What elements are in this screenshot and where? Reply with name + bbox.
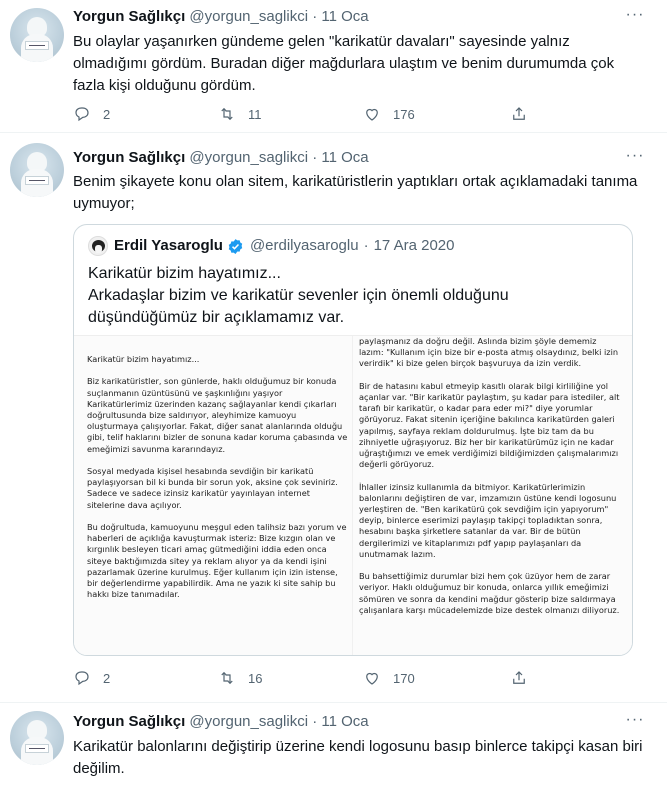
share-icon: [510, 669, 528, 687]
retweet-count: 16: [248, 670, 263, 686]
tweet-header: [73, 711, 369, 733]
tweet-text: Karikatür balonlarını değiştirip üzerine kendi logosunu basıp binlerce takipçi kasan biri değilim.: [73, 738, 643, 777]
like-icon: [363, 669, 381, 687]
author-handle[interactable]: @yorgun_saglikci: [189, 713, 309, 730]
statement-column-right: paylaşmanız da doğru değil. Aslında bizim şöyle dememiz lazım: "Kullanım için bize bir e-posta atmış olsaydınız, belki izin verirdik" ki bize gelen birçok başvuruya da izin verdik. Bir de hatasını kabul etmeyip kasıtlı olarak bilgi kirliliğine yol açanlar var. "Bir karikatür paylaştım, şu kadar para istediler, alt tarafı bir karikatür, o kadar para eder mi?" diye yorumlar görüyoruz. Fakat sitenin içeriğine bakılınca karikatürden galeri yapılmış, sayfaya reklam doldurulmuş. İşte biz tam da bu zihniyetle uğraşıyoruz. Biz her bir karikatürümüz için ne kadar uğraştığımızı ve emek verdiğimizi bildiğimizden çalışmalarımızı değerli görüyoruz. İhlaller izinsiz kullanımla da bitmiyor. Karikatürlerimizin balonlarını değiştiren de var, imzamızın üstüne kendi logosunu yerleştiren de. "Ben karikatürü çok sevdiğim için yapıyorum" deyip, binlerce eserimizi paylaşıp takipçi topladıktan sonra, hesabını başka şirketlere satanlar da var. Bir de bütün dergilerimizi ve kitaplarımızı pdf yapıp paylaşanları da unutmamak lazım. Bu bahsettiğimiz durumlar bizi hem çok üzüyor hem de zarar veriyor. Haklı olduğumuz bir konuda, onlarca yıllık emeğimizi sömüren ve sonra da kendini mağdur gösterip bize saldırmaya çalışanlara karşı mücadelemizde bize destek olmanızı diliyoruz.: [359, 336, 620, 615]
share-icon: [510, 105, 528, 123]
quoted-avatar: [88, 236, 108, 256]
author-name[interactable]: Yorgun Sağlıkçı: [73, 8, 186, 25]
share-button[interactable]: [510, 104, 528, 124]
column-divider: [352, 336, 353, 655]
tweet[interactable]: [0, 133, 667, 703]
reply-count: 2: [103, 106, 111, 122]
author-handle[interactable]: @yorgun_saglikci: [189, 149, 309, 166]
reply-button[interactable]: [73, 668, 110, 688]
avatar[interactable]: [10, 8, 64, 62]
retweet-button[interactable]: [218, 104, 262, 124]
author-handle[interactable]: @yorgun_saglikci: [189, 8, 309, 25]
tweet[interactable]: [0, 703, 667, 794]
like-count: 176: [393, 106, 415, 122]
more-icon[interactable]: ···: [625, 6, 645, 23]
tweet-date[interactable]: 11 Oca: [321, 8, 369, 25]
separator: ·: [312, 713, 318, 730]
like-button[interactable]: [363, 104, 415, 124]
reply-icon: [73, 105, 91, 123]
like-button[interactable]: [363, 668, 415, 688]
quoted-tweet-text: Karikatür bizim hayatımız... Arkadaşlar bizim ve karikatür sevenler için önemli olduğunu düşündüğümüz bir açıklamamız var.: [88, 265, 509, 326]
reply-count: 2: [103, 670, 111, 686]
tweet-text: Bu olaylar yaşanırken gündeme gelen "karikatür davaları" sayesinde yalnız olmadığımı gördüm. Buradan diğer mağdurlara ulaştım ve benim durumumda çok fazla kişi olduğunu gördüm.: [73, 33, 615, 94]
more-icon[interactable]: ···: [625, 711, 645, 728]
tweet-header: [73, 147, 369, 169]
tweet-date[interactable]: 11 Oca: [321, 149, 369, 166]
verified-badge-icon: [227, 238, 244, 255]
tweet-header: [73, 6, 369, 28]
tweet-date[interactable]: 11 Oca: [321, 713, 369, 730]
separator: ·: [312, 149, 318, 166]
author-name[interactable]: Yorgun Sağlıkçı: [73, 713, 186, 730]
retweet-icon: [218, 669, 236, 687]
separator: ·: [363, 237, 369, 254]
like-count: 170: [393, 670, 415, 686]
avatar[interactable]: [10, 711, 64, 765]
quoted-tweet-date: 17 Ara 2020: [373, 237, 455, 254]
quoted-tweet-header: [88, 236, 454, 256]
reply-icon: [73, 669, 91, 687]
tweet-actions: [73, 104, 643, 124]
retweet-icon: [218, 105, 236, 123]
retweet-button[interactable]: [218, 668, 262, 688]
retweet-count: 11: [248, 106, 262, 122]
more-icon[interactable]: ···: [625, 147, 645, 164]
author-name[interactable]: Yorgun Sağlıkçı: [73, 149, 186, 166]
statement-column-left: Karikatür bizim hayatımız... Biz karikatüristler, son günlerde, haklı olduğumuz bir konuda suçlanmanın üzüntüsünü ve şaşkınlığını yaşıyor Karikatürlerimiz üzerinden kazanç sağlayanlar kendi çıkarları doğrultusunda bize saldırıyor, aleyhimize kamuoyu oluşturmaya çalışıyorlar. Fakat, diğer sanat alanlarında olduğu gibi, telif haklarını bizler de sonuna kadar koruma çabasında ve emeğimizi savunma kararındayız. Sosyal medyada kişisel hesabında sevdiğin bir karikatü paylaşıyorsan bil ki bunda bir sorun yok, aksine çok seviniriz. Sadece ve sadece izinsiz karikatür yayınlayan internet sitelerine dava açılıyor. Bu doğrultuda, kamuoyunu meşgul eden talihsiz bazı yorum ve haberleri de açıklığa kavuşturmak isteriz: Bize kızgın olan ve kırgınlık besleyen ticari amaç gütmediğini iddia eden onca siteye baktığımızda sitey ya reklam alıyor ya da kendi işini pazarlamak üzerine kurulmuş. Eğer kullanım için izin istense, bir değerlendirme yapabilirdik. Ama ne yazık ki site sahip bu hakkı bize tanımadılar.: [87, 354, 348, 600]
quoted-tweet-image[interactable]: [74, 335, 632, 655]
avatar[interactable]: [10, 143, 64, 197]
share-button[interactable]: [510, 668, 528, 688]
separator: ·: [312, 8, 318, 25]
quoted-author-name: Erdil Yasaroglu: [114, 237, 223, 254]
tweet-actions: [73, 668, 643, 688]
quoted-tweet[interactable]: [73, 224, 633, 656]
like-icon: [363, 105, 381, 123]
tweet-text: Benim şikayete konu olan sitem, karikatüristlerin yaptıkları ortak açıklamadaki tanıma uymuyor;: [73, 173, 638, 212]
tweet[interactable]: [0, 0, 667, 133]
reply-button[interactable]: [73, 104, 110, 124]
quoted-author-handle: @erdilyasaroglu: [249, 237, 359, 254]
